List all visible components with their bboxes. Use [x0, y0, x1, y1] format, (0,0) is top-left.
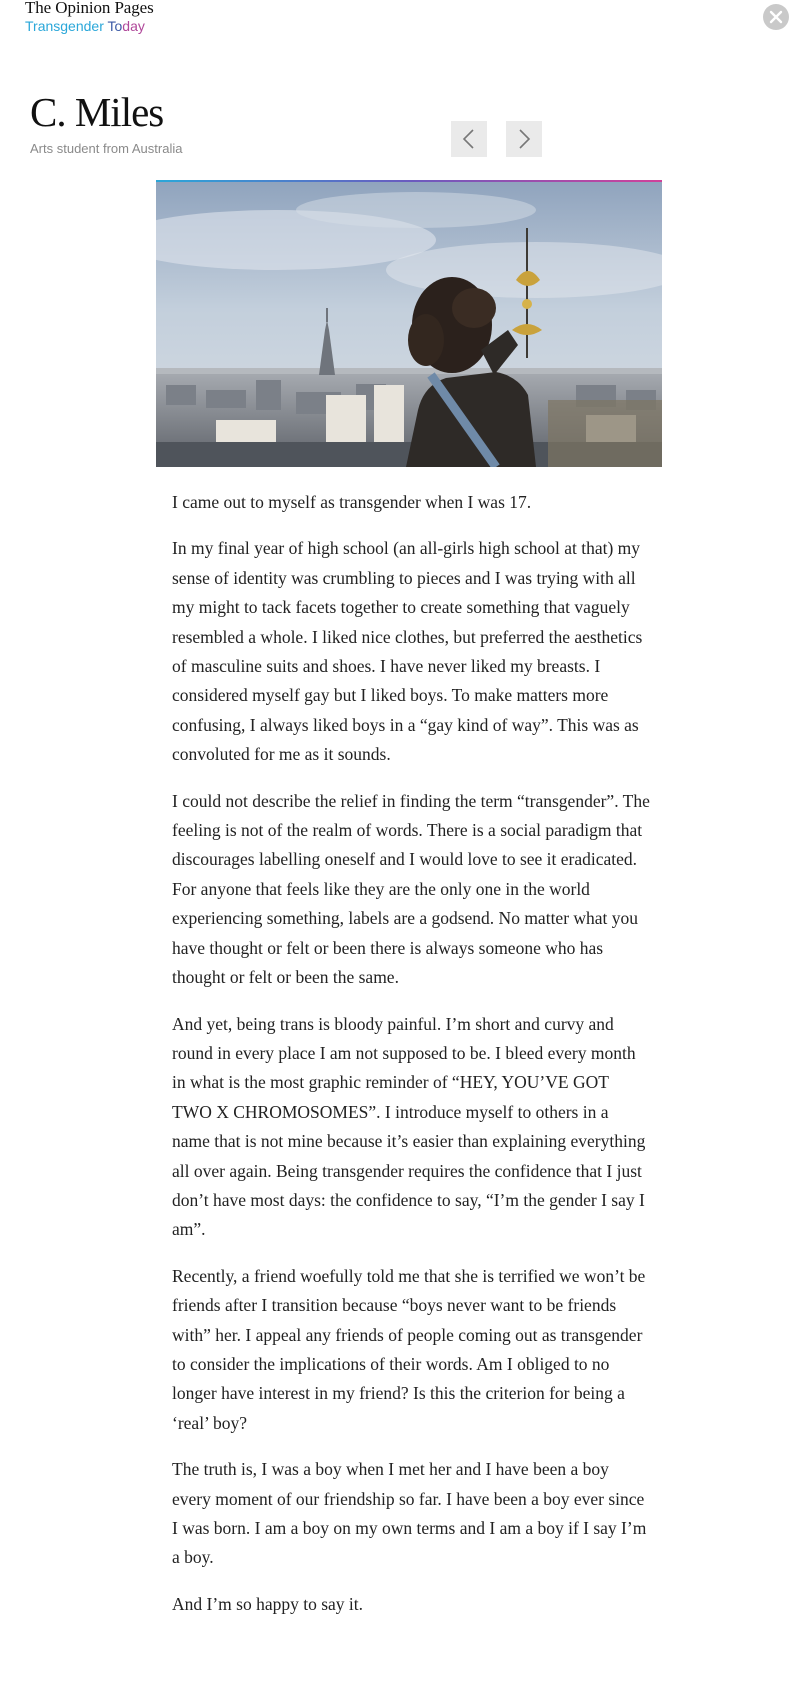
- opinion-pages-title[interactable]: The Opinion Pages: [25, 0, 154, 17]
- article-paragraph: In my final year of high school (an all-girls high school at that) my sense of identity was crumbling to pieces and I was trying with all my might to tack facets together to create something that vaguely resembled a whole. I liked nice clothes, but preferred the aesthetics of masculine suits and shoes. I have never liked my breasts. I considered myself gay but I liked boys. To make matters more confusing, I always liked boys in a “gay kind of way”. This was as convoluted for me as it sounds.: [172, 538, 643, 765]
- article-paragraph: Recently, a friend woefully told me that she is terrified we won’t be friends after I transition because “boys never want to be friends with” her. I appeal any friends of people coming out as transgender to consider the implications of their words. Am I obliged to no longer have interest in my friend? Is this the criterion for being a ‘real’ boy?: [172, 1265, 646, 1433]
- next-button[interactable]: [506, 121, 542, 157]
- author-photo: [156, 180, 662, 467]
- chevron-left-icon: [462, 129, 476, 149]
- chevron-right-icon: [517, 129, 531, 149]
- close-button[interactable]: [763, 4, 789, 30]
- section-title[interactable]: [25, 17, 154, 35]
- article-paragraph: And I’m so happy to say it.: [172, 1593, 364, 1614]
- section-title-part: To: [103, 18, 123, 34]
- article-paragraph: And yet, being trans is bloody painful. I’m short and curvy and round in every place I am not supposed to be. I bleed every month in what is the most graphic reminder of “HEY, YOU’VE GOT TWO X CHROMOSOMES”. I introduce myself to others in a name that is not mine because it’s easier than explaining everything all over again. Being transgender requires the confidence that I just don’t have most days: the confidence to say, “I’m the gender I say I am”.: [172, 1013, 646, 1240]
- close-icon: [769, 10, 783, 24]
- section-title-part: day: [122, 18, 145, 34]
- author-description: Arts student from Australia: [30, 141, 183, 156]
- article-paragraph: The truth is, I was a boy when I met her and I have been a boy every moment of our friendship so far. I have been a boy ever since I was born. I am a boy on my own terms and I am a boy if I say I’m a boy.: [172, 1459, 647, 1568]
- article-paragraph: I came out to myself as transgender when I was 17.: [172, 492, 532, 512]
- section-title-part: Transgender: [25, 18, 104, 34]
- previous-button[interactable]: [451, 121, 487, 157]
- article-body: [172, 488, 650, 1636]
- author-name: C. Miles: [30, 89, 164, 135]
- masthead: [25, 0, 154, 35]
- paris-rooftop-photo: [156, 180, 662, 467]
- article-paragraph: I could not describe the relief in finding the term “transgender”. The feeling is not of the realm of words. There is a social paradigm that discourages labelling oneself and I would love to see it eradicated. For anyone that feels like they are the only one in the world experiencing something, labels are a godsend. No matter what you have thought or felt or been there is always someone who has thought or felt or been the same.: [172, 790, 650, 988]
- photo-accent-border: [156, 180, 662, 182]
